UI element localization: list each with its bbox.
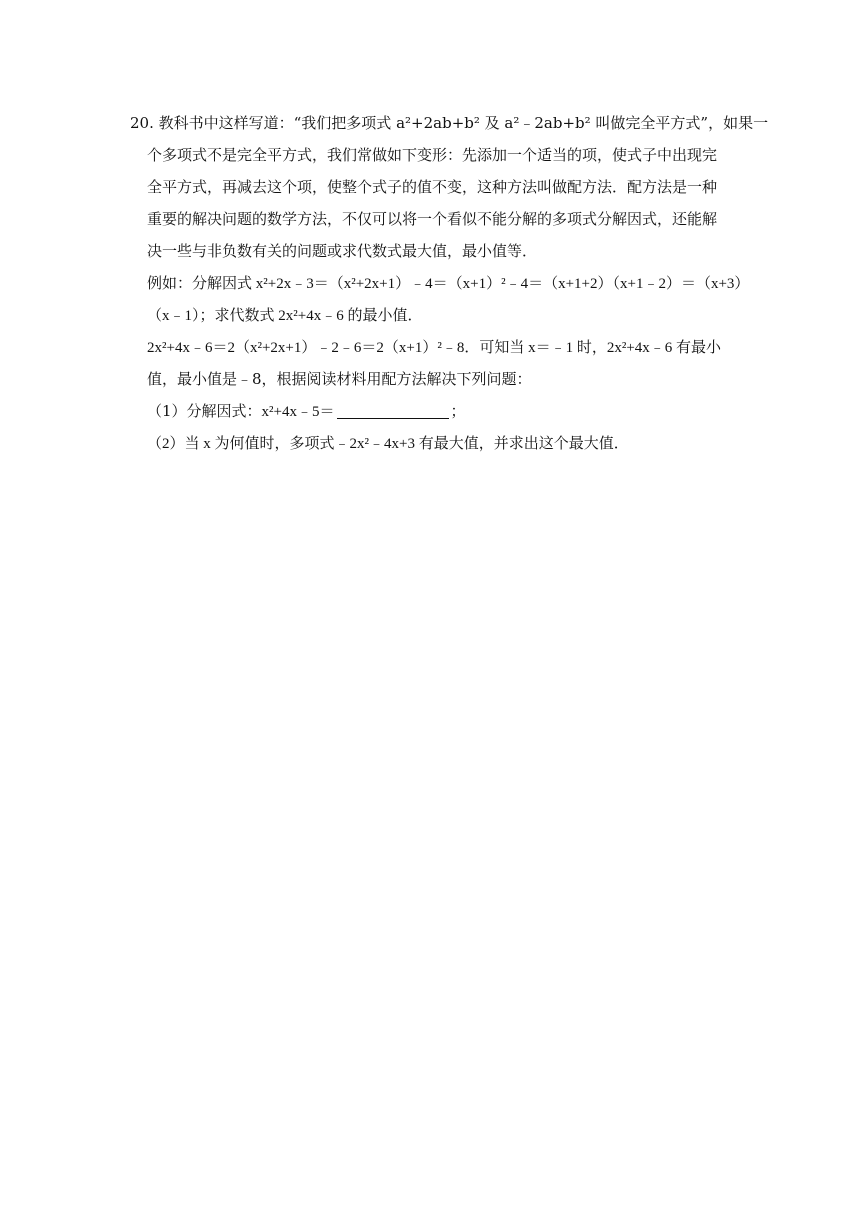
question-line-2 — [130, 139, 740, 171]
example-line-2 — [130, 299, 740, 331]
question-text-line: 教科书中这样写道：“我们把多项式 a²+2ab+b² 及 a²﹣2ab+b² 叫做完全平方式”，如果一 — [158, 114, 769, 132]
question-number: 20. — [130, 114, 154, 132]
question-text-line: 全平方式，再减去这个项，使整个式子的值不变，这种方法叫做配方法．配方法是一种 — [147, 178, 718, 196]
part-2 — [130, 427, 740, 459]
answer-blank[interactable] — [337, 400, 449, 419]
example-factor-text: 分解因式 x²+2x﹣3＝（x²+2x+1）﹣4＝（x+1）²﹣4＝（x+1+2）（x+1﹣2）＝（x+3） — [192, 276, 750, 292]
part-1-expression: x²+4x﹣5＝ — [261, 404, 335, 420]
part-1-label: （1）分解因式： — [147, 402, 262, 420]
example-line-4 — [130, 363, 740, 395]
question-line-4 — [130, 203, 740, 235]
example-label: 例如： — [147, 274, 193, 292]
example-conclusion-text: 值，最小值是﹣8，根据阅读材料用配方法解决下列问题： — [147, 370, 532, 388]
example-solution-text: 2x²+4x﹣6＝2（x²+2x+1）﹣2﹣6＝2（x+1）²﹣8．可知当 x＝﹣1 时，2x²+4x﹣6 有最小 — [147, 340, 722, 356]
question-text-line: 重要的解决问题的数学方法，不仅可以将一个看似不能分解的多项式分解因式，还能解 — [147, 210, 718, 228]
question-text-line: 个多项式不是完全平方式，我们常做如下变形：先添加一个适当的项，使式子中出现完 — [147, 146, 718, 164]
example-min-text: （x﹣1）；求代数式 2x²+4x﹣6 的最小值． — [147, 308, 423, 324]
question-line-3 — [130, 171, 740, 203]
example-line-1 — [130, 267, 750, 299]
question-20 — [130, 107, 769, 459]
part-2-text: （2）当 x 为何值时，多项式﹣2x²﹣4x+3 有最大值，并求出这个最大值． — [147, 436, 629, 452]
question-text-line: 决一些与非负数有关的问题或求代数式最大值，最小值等． — [147, 242, 538, 260]
part-1-end: ； — [450, 402, 466, 420]
question-line-1 — [130, 107, 769, 139]
question-line-5 — [130, 235, 740, 267]
example-line-3 — [130, 331, 740, 363]
part-1 — [130, 395, 740, 427]
